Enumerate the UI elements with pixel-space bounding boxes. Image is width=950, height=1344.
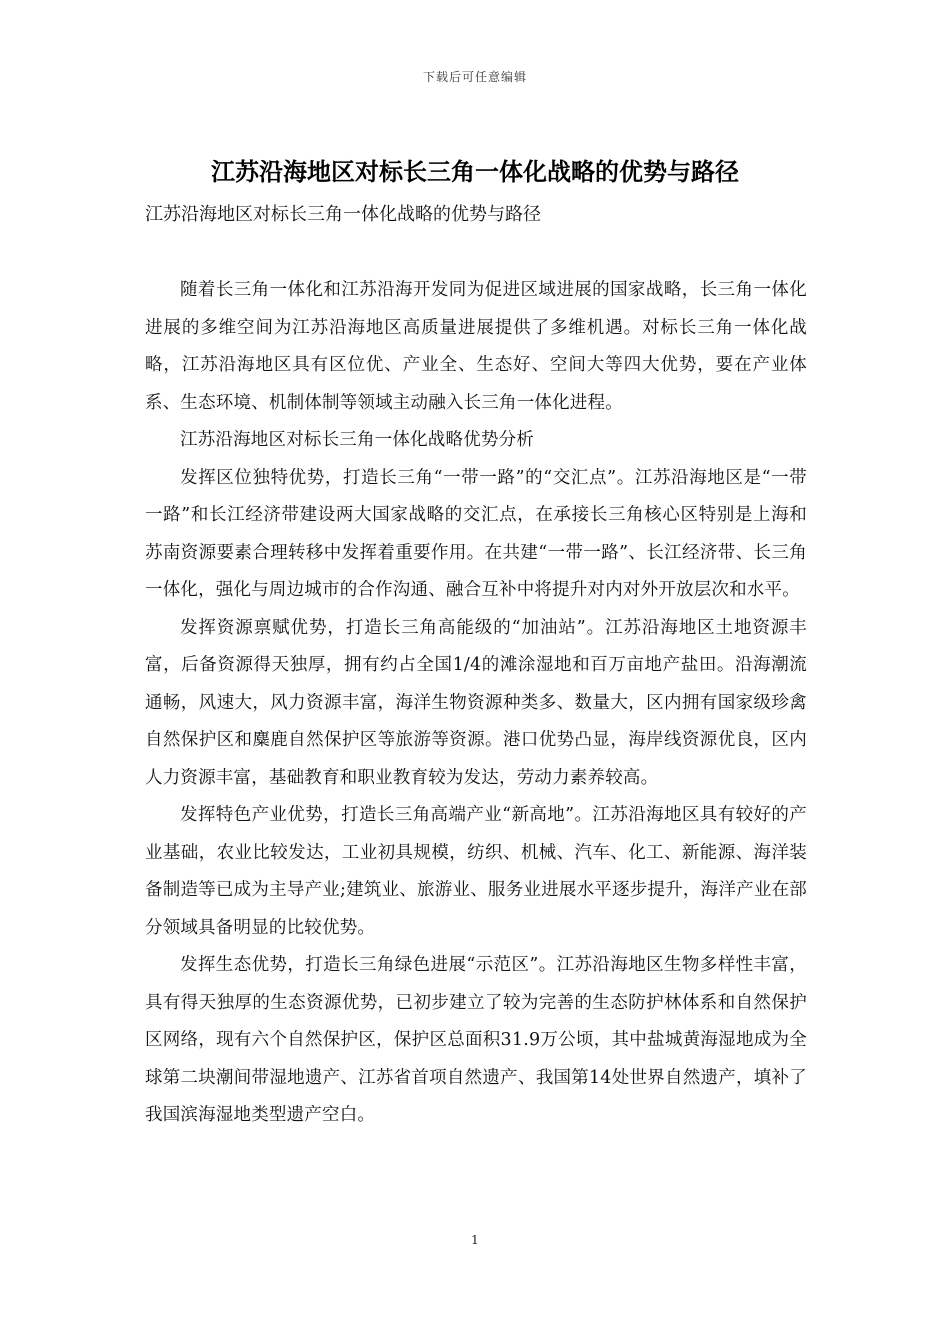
paragraph-section-heading: 江苏沿海地区对标长三角一体化战略优势分析	[180, 430, 534, 450]
document-subtitle: 江苏沿海地区对标长三角一体化战略的优势与路径	[145, 204, 541, 225]
document-body	[145, 272, 807, 1135]
document-title: 江苏沿海地区对标长三角一体化战略的优势与路径	[211, 158, 739, 186]
paragraph-intro: 随着长三角一体化和江苏沿海开发同为促进区域进展的国家战略，长三角一体化进展的多维空间为江苏沿海地区高质量进展提供了多维机遇。对标长三角一体化战略，江苏沿海地区具有区位优、产业全、生态好、空间大等四大优势，要在产业体系、生态环境、机制体制等领域主动融入长三角一体化进程。	[145, 280, 807, 413]
paragraph-resource-advantage: 发挥资源禀赋优势，打造长三角高能级的“加油站”。江苏沿海地区土地资源丰富，后备资源得天独厚，拥有约占全国1/4的滩涂湿地和百万亩地产盐田。沿海潮流通畅，风速大，风力资源丰富，海洋生物资源种类多、数量大，区内拥有国家级珍禽自然保护区和麋鹿自然保护区等旅游等资源。港口优势凸显，海岸线资源优良，区内人力资源丰富，基础教育和职业教育较为发达，劳动力素养较高。	[145, 617, 807, 788]
paragraph-location-advantage: 发挥区位独特优势，打造长三角“一带一路”的“交汇点”。江苏沿海地区是“一带一路”和长江经济带建设两大国家战略的交汇点，在承接长三角核心区特别是上海和苏南资源要素合理转移中发挥着重要作用。在共建“一带一路”、长江经济带、长三角一体化，强化与周边城市的合作沟通、融合互补中将提升对内对外开放层次和水平。	[145, 467, 807, 600]
header-note: 下载后可任意编辑	[422, 70, 527, 84]
paragraph-ecology-advantage: 发挥生态优势，打造长三角绿色进展“示范区”。江苏沿海地区生物多样性丰富，具有得天独厚的生态资源优势，已初步建立了较为完善的生态防护林体系和自然保护区网络，现有六个自然保护区，保护区总面积31.9万公顷，其中盐城黄海湿地成为全球第二块潮间带湿地遗产、江苏省首项自然遗产、我国第14处世界自然遗产，填补了我国滨海湿地类型遗产空白。	[145, 955, 807, 1125]
page-number: 1	[471, 1233, 479, 1247]
paragraph-industry-advantage: 发挥特色产业优势，打造长三角高端产业“新高地”。江苏沿海地区具有较好的产业基础，农业比较发达，工业初具规模，纺织、机械、汽车、化工、新能源、海洋装备制造等已成为主导产业;建筑业、旅游业、服务业进展水平逐步提升，海洋产业在部分领域具备明显的比较优势。	[145, 805, 807, 938]
